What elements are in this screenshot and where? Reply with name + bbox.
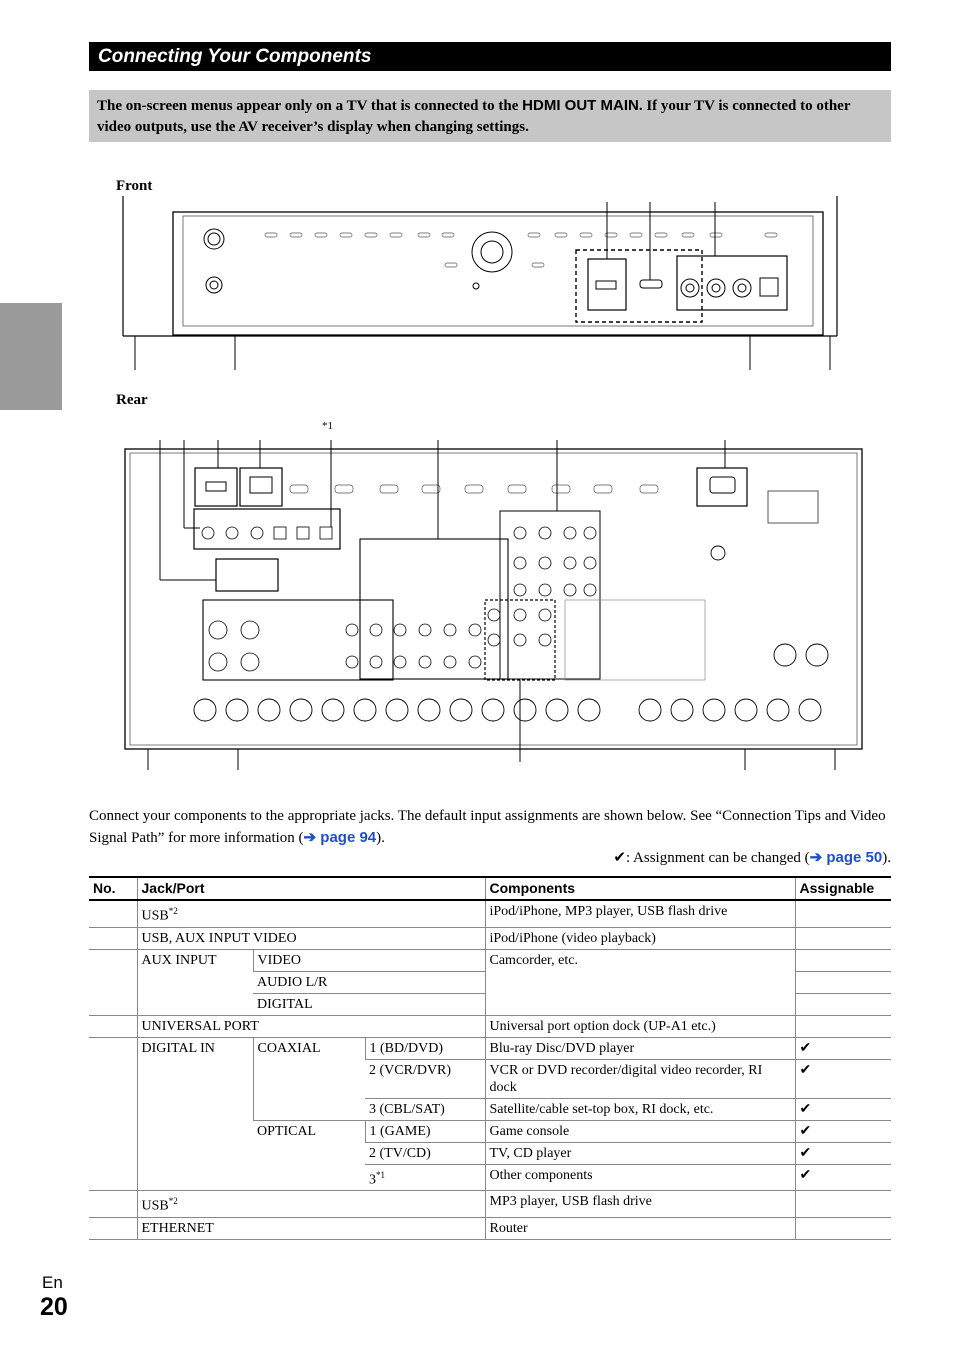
jack-cell: ETHERNET <box>137 1217 485 1239</box>
assignment-text: : Assignment can be changed ( <box>625 850 810 866</box>
jack-port-table <box>89 876 891 1240</box>
jack-cell: AUX INPUT <box>137 949 253 1015</box>
port-cell: 1 (GAME) <box>365 1120 485 1142</box>
front-label: Front <box>116 178 153 194</box>
port-cell: 3$^{*1}$ <box>365 1164 485 1191</box>
jack-cell: USB$^{*2}$ <box>137 900 485 927</box>
subjack-cell: DIGITAL <box>253 993 485 1015</box>
notice-box <box>89 90 891 142</box>
jack-cell: DIGITAL IN <box>137 1037 253 1191</box>
table-row <box>89 1037 891 1059</box>
subjack-cell: OPTICAL <box>253 1120 365 1191</box>
assignment-end: ). <box>882 850 891 866</box>
table-row <box>89 927 891 949</box>
notice-highlight: HDMI OUT MAIN <box>522 97 639 114</box>
assignable-check: ✔ <box>795 1037 891 1059</box>
intro-end: ). <box>376 830 385 846</box>
component-cell: Router <box>485 1217 795 1239</box>
notice-text-before: The on-screen menus appear only on a TV that is connected to the <box>97 98 523 114</box>
page-language: En <box>42 1273 63 1292</box>
subjack-cell: AUDIO L/R <box>253 971 485 993</box>
page-number: 20 <box>40 1293 68 1321</box>
jack-cell: USB, AUX INPUT VIDEO <box>137 927 485 949</box>
assignable-check: ✔ <box>795 1120 891 1142</box>
component-cell: Universal port option dock (UP-A1 etc.) <box>485 1015 795 1037</box>
port-cell: 2 (VCR/DVR) <box>365 1059 485 1098</box>
component-cell: Satellite/cable set-top box, RI dock, etc. <box>485 1098 795 1120</box>
section-tab <box>0 303 62 410</box>
page-50-link[interactable]: ➔ page 50 <box>809 849 883 866</box>
assignable-check: ✔ <box>795 1059 891 1098</box>
rear-footnote-marker: *1 <box>322 420 333 432</box>
header-components: Components <box>485 877 795 900</box>
component-cell: Other components <box>485 1164 795 1191</box>
page-94-link[interactable]: ➔ page 94 <box>303 829 377 846</box>
port-cell: 3 (CBL/SAT) <box>365 1098 485 1120</box>
notice-text-after: . If your TV is connected to other video outputs, use the AV receiver’s display when changing settings. <box>97 98 851 135</box>
assignable-check: ✔ <box>795 1098 891 1120</box>
rear-label: Rear <box>116 392 148 408</box>
component-cell: Blu-ray Disc/DVD player <box>485 1037 795 1059</box>
subjack-cell: COAXIAL <box>253 1037 365 1120</box>
assignable-check: ✔ <box>795 1142 891 1164</box>
page-title: Connecting Your Components <box>98 45 372 67</box>
header-assignable: Assignable <box>795 877 891 900</box>
rear-panel-illustration <box>120 435 872 770</box>
checkmark-icon: ✔ <box>613 850 626 866</box>
component-cell: iPod/iPhone, MP3 player, USB flash drive <box>485 900 795 927</box>
port-cell: 2 (TV/CD) <box>365 1142 485 1164</box>
jack-cell: UNIVERSAL PORT <box>137 1015 485 1037</box>
intro-paragraph <box>89 806 891 849</box>
jack-cell: USB$^{*2}$ <box>137 1191 485 1218</box>
component-cell: VCR or DVD recorder/digital video recorder, RI dock <box>485 1059 795 1098</box>
component-cell: TV, CD player <box>485 1142 795 1164</box>
intro-text: Connect your components to the appropriate jacks. The default input assignments are shown below. See “Connection Tips and Video Signal Path” for more information ( <box>89 808 886 846</box>
component-cell: Camcorder, etc. <box>485 949 795 1015</box>
assignable-check: ✔ <box>795 1164 891 1191</box>
table-row <box>89 1015 891 1037</box>
table-row <box>89 1217 891 1239</box>
port-cell: 1 (BD/DVD) <box>365 1037 485 1059</box>
header-no: No. <box>89 877 137 900</box>
header-jack-port: Jack/Port <box>137 877 485 900</box>
table-row <box>89 900 891 927</box>
component-cell: MP3 player, USB flash drive <box>485 1191 795 1218</box>
table-header-row <box>89 877 891 900</box>
section-header <box>89 42 891 71</box>
subjack-cell: VIDEO <box>253 949 485 971</box>
component-cell: iPod/iPhone (video playback) <box>485 927 795 949</box>
table-row <box>89 1191 891 1218</box>
assignment-note <box>613 848 891 867</box>
table-row <box>89 949 891 971</box>
front-panel-illustration <box>110 196 860 370</box>
component-cell: Game console <box>485 1120 795 1142</box>
